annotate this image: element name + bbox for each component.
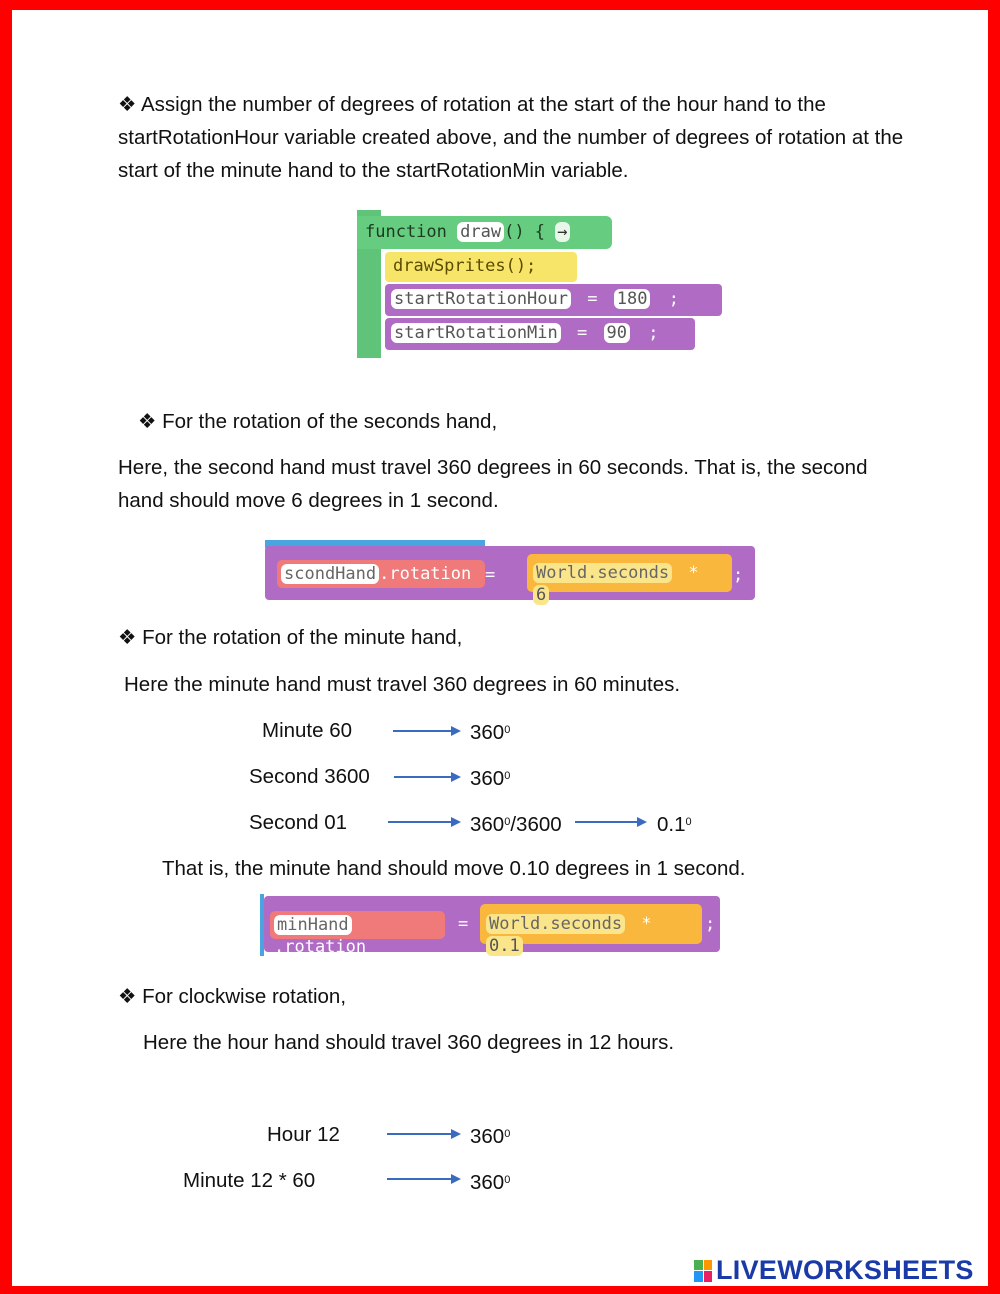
semicolon: ; — [648, 323, 659, 343]
seconds-expression — [527, 554, 732, 605]
hour-row-2-left: Minute 12 * 60 — [183, 1169, 316, 1192]
hour-row-2-right: $360^0$ — [470, 1171, 511, 1194]
minute-text: Here the minute hand must travel 360 degrees in 60 minutes. — [124, 673, 681, 696]
semicolon: ; — [668, 289, 679, 309]
bullet-icon: ❖ — [118, 626, 137, 649]
assign-hour-statement — [385, 284, 722, 316]
seconds-heading-text: For the rotation of the seconds hand, — [162, 410, 498, 433]
brand-text: LIVEWORKSHEETS — [716, 1255, 974, 1285]
liveworksheets-mark-icon — [694, 1260, 712, 1282]
hour-variable: startRotationHour — [391, 289, 571, 309]
arrow-icon — [387, 1133, 459, 1135]
min-value: 90 — [604, 323, 630, 343]
minutes-target — [270, 911, 445, 957]
hour-row-1-right: $360^0$ — [470, 1125, 511, 1148]
seconds-heading — [138, 405, 497, 438]
minute-conclusion: That is, the minute hand should move 0.10 degrees in 1 second. — [162, 857, 746, 880]
minute-row-3-right: $360^0/3600$ — [470, 813, 562, 836]
minute-row-1-right: $360^0$ — [470, 721, 511, 744]
world-seconds: World.seconds — [486, 914, 625, 934]
semicolon: ; — [705, 914, 716, 934]
bullet-icon: ❖ — [138, 410, 157, 433]
function-name: draw — [457, 222, 504, 242]
code-block-draw — [357, 210, 727, 360]
second-hand-variable: scondHand — [281, 564, 379, 584]
minute-heading — [118, 621, 462, 654]
min-variable: startRotationMin — [391, 323, 561, 343]
minute-row-1-left: Minute 60 — [262, 719, 353, 742]
arrow-icon[interactable]: → — [557, 222, 568, 242]
function-tail: () { — [504, 222, 546, 242]
minute-heading-text: For the rotation of the minute hand, — [142, 626, 463, 649]
assign-operator: = — [587, 289, 598, 309]
multiplier-value: 6 — [533, 585, 549, 605]
assign-operator: = — [458, 914, 469, 934]
hour-value: 180 — [614, 289, 651, 309]
multiply-operator: * — [641, 914, 652, 934]
minute-hand-variable: minHand — [274, 915, 352, 935]
rotation-property: .rotation — [379, 564, 472, 584]
assign-operator: = — [577, 323, 588, 343]
function-keyword: function — [365, 222, 447, 242]
seconds-target — [277, 560, 485, 588]
arrow-icon — [575, 821, 645, 823]
minute-row-2-right: $360^0$ — [470, 767, 511, 790]
code-block-minutes — [260, 894, 720, 956]
intro-text: Assign the number of degrees of rotation at the start of the hour hand to the startRotationHour variable created above, and the number of degrees of rotation at the start of the minute hand to the startRotationMin variable. — [118, 93, 904, 182]
draw-sprites-statement: drawSprites(); — [385, 252, 577, 282]
semicolon: ; — [733, 565, 744, 585]
seconds-text: Here, the second hand must travel 360 degrees in 60 seconds. That is, the second hand should move 6 degrees in 1 second. — [118, 456, 868, 512]
hour-heading — [118, 980, 346, 1013]
minute-row-2-left: Second 3600 — [249, 765, 370, 788]
assign-min-statement — [385, 318, 695, 350]
arrow-icon — [394, 776, 459, 778]
liveworksheets-logo[interactable] — [694, 1255, 974, 1286]
arrow-icon — [388, 821, 459, 823]
multiplier-value: 0.1 — [486, 936, 523, 956]
hour-text: Here the hour hand should travel 360 degrees in 12 hours. — [143, 1031, 675, 1054]
minutes-expression — [480, 904, 702, 956]
world-seconds: World.seconds — [533, 563, 672, 583]
bullet-icon: ❖ — [118, 985, 137, 1008]
hour-row-1-left: Hour 12 — [267, 1123, 340, 1146]
function-header — [357, 216, 612, 249]
assign-operator: = — [485, 565, 496, 585]
arrow-icon — [393, 730, 459, 732]
minute-row-3-left: Second 01 — [249, 811, 348, 834]
intro-paragraph — [118, 88, 908, 187]
rotation-property: .rotation — [274, 937, 367, 957]
minute-row-3-result: $0.1^0$ — [657, 813, 692, 836]
bullet-icon: ❖ — [118, 93, 137, 116]
arrow-icon — [387, 1178, 459, 1180]
hour-heading-text: For clockwise rotation, — [142, 985, 347, 1008]
code-block-seconds — [265, 540, 757, 605]
multiply-operator: * — [688, 563, 699, 583]
